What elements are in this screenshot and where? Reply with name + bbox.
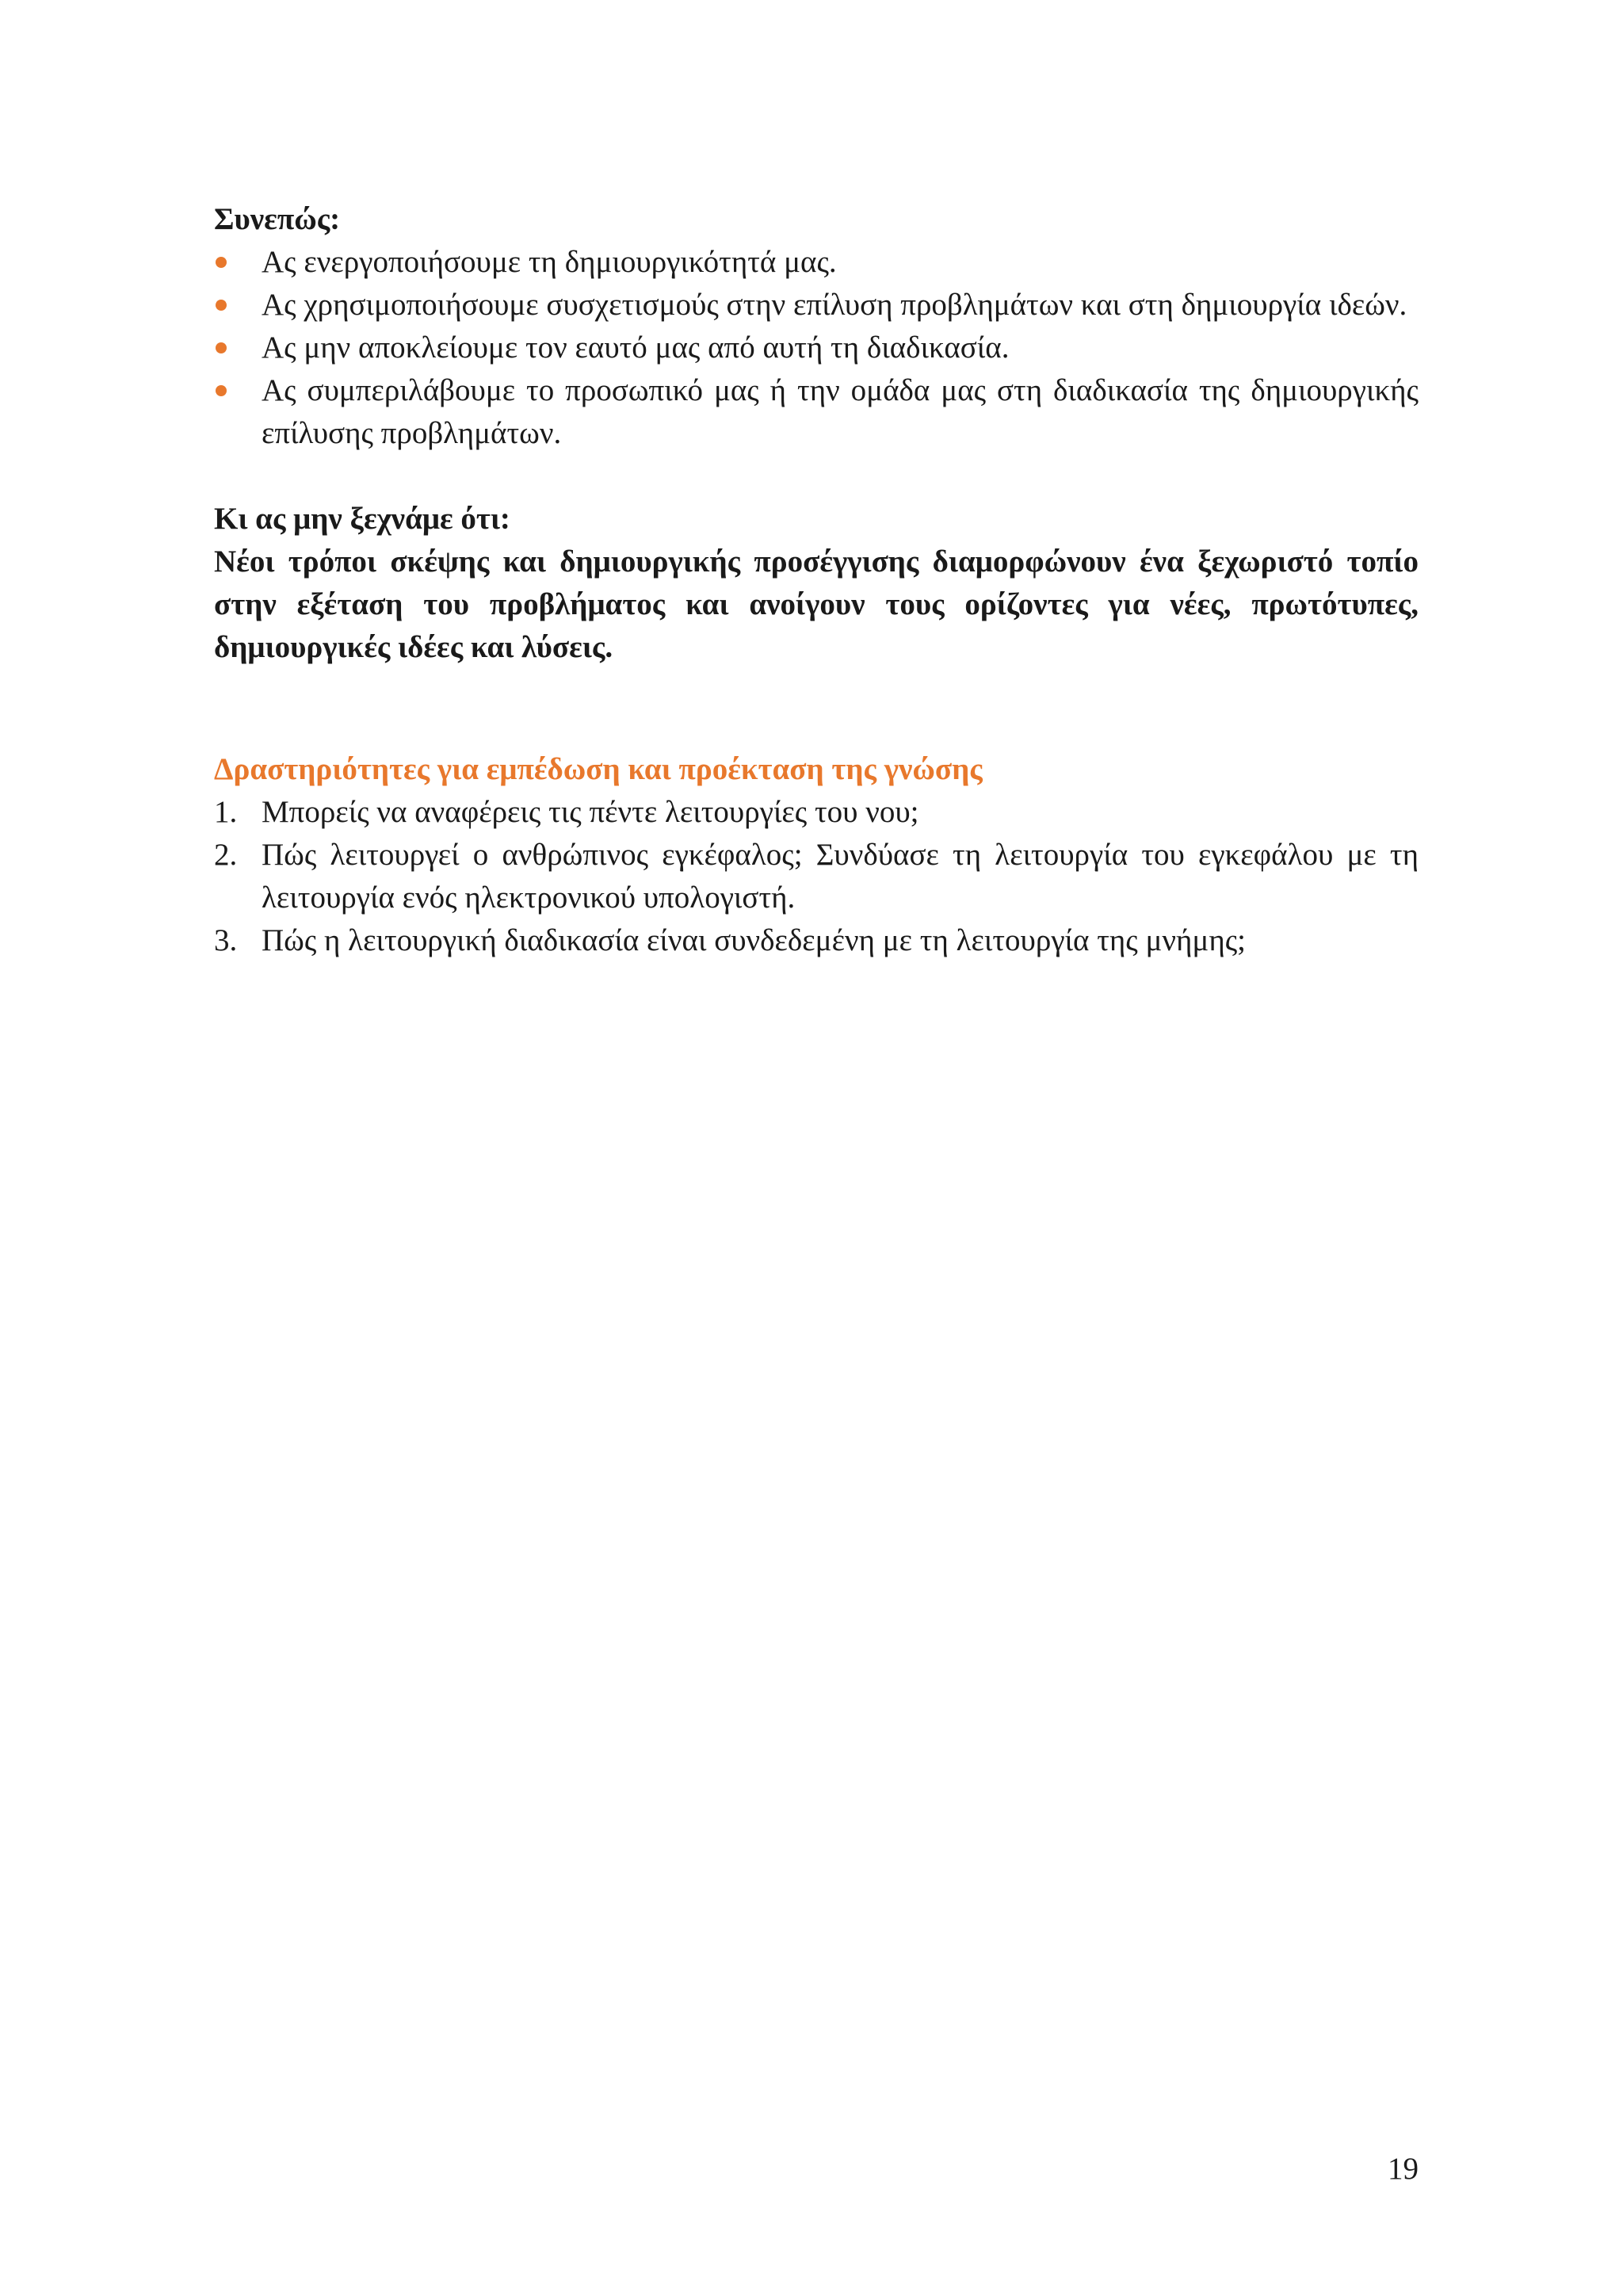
question-number: 2. bbox=[214, 838, 238, 872]
question-text: Πώς λειτουργεί ο ανθρώπινος εγκέφαλος; Συνδύασε τη λειτουργία του εγκεφάλου με τη λειτουργία ενός ηλεκτρονικού υπολογιστή. bbox=[262, 838, 1419, 915]
bullet-dot-icon bbox=[216, 257, 227, 268]
page-number: 19 bbox=[1388, 2152, 1419, 2186]
list-item bbox=[214, 791, 1419, 834]
list-item bbox=[214, 919, 1419, 962]
activities-title: Δραστηριότητες για εμπέδωση και προέκταση της γνώσης bbox=[214, 752, 983, 786]
question-number: 1. bbox=[214, 795, 238, 829]
conclusion-bullet-list bbox=[214, 241, 1419, 455]
question-number: 3. bbox=[214, 923, 238, 957]
conclusion-heading: Συνεπώς: bbox=[214, 202, 341, 236]
page-content bbox=[214, 198, 1419, 962]
list-item bbox=[214, 327, 1419, 369]
list-item bbox=[214, 834, 1419, 919]
bullet-dot-icon bbox=[216, 385, 227, 396]
bullet-text: Ας χρησιμοποιήσουμε συσχετισμούς στην επίλυση προβλημάτων και στη δημιουργία ιδεών. bbox=[262, 288, 1407, 322]
spacer bbox=[214, 455, 1419, 498]
bullet-text: Ας συμπεριλάβουμε το προσωπικό μας ή την ομάδα μας στη διαδικασία της δημιουργικής επίλυσης προβλημάτων. bbox=[262, 373, 1419, 450]
list-item bbox=[214, 241, 1419, 284]
activities-question-list bbox=[214, 791, 1419, 962]
bullet-dot-icon bbox=[216, 342, 227, 353]
reminder-text: Νέοι τρόποι σκέψης και δημιουργικής προσέγγισης διαμορφώνουν ένα ξεχωριστό τοπίο στην εξέταση του προβλήματος και ανοίγουν τους ορίζοντες για νέες, πρωτότυπες, δημιουργικές ιδέες και λύσεις. bbox=[214, 544, 1419, 664]
question-text: Πώς η λειτουργική διαδικασία είναι συνδεδεμένη με τη λειτουργία της μνήμης; bbox=[262, 923, 1247, 957]
bullet-text: Ας ενεργοποιήσουμε τη δημιουργικότητά μας. bbox=[262, 245, 837, 279]
reminder-heading: Κι ας μην ξεχνάμε ότι: bbox=[214, 502, 510, 536]
bullet-dot-icon bbox=[216, 300, 227, 311]
question-text: Μπορείς να αναφέρεις τις πέντε λειτουργίες του νου; bbox=[262, 795, 919, 829]
spacer bbox=[214, 669, 1419, 748]
bullet-text: Ας μην αποκλείουμε τον εαυτό μας από αυτή τη διαδικασία. bbox=[262, 330, 1010, 365]
list-item bbox=[214, 284, 1419, 327]
list-item bbox=[214, 369, 1419, 455]
